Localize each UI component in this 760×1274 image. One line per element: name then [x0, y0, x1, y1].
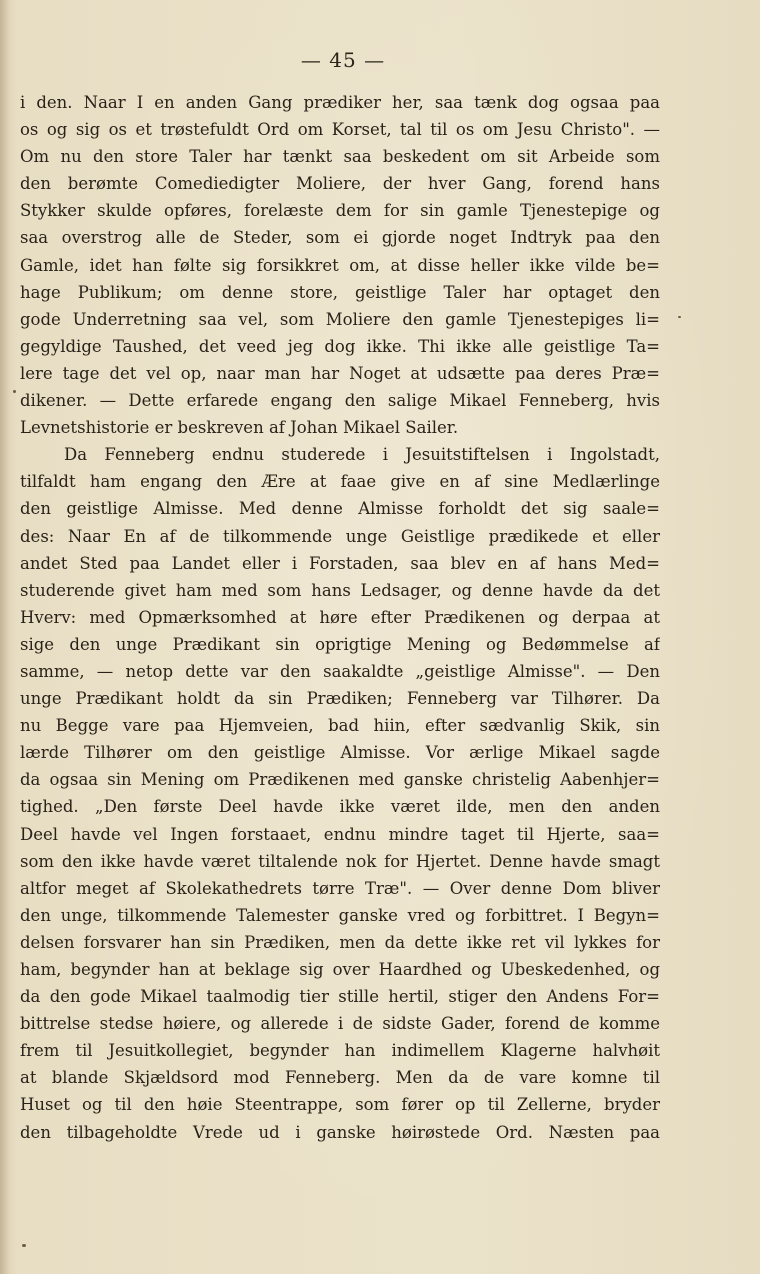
text-line: Levnetshistorie er beskreven af Johan Mikael Sailer. — [20, 418, 459, 438]
text-line: sige den unge Prædikant sin oprigtige Mening og Bedømmelse af — [20, 634, 660, 654]
text-line: Hverv: med Opmærksomhed at høre efter Prædikenen og derpaa at — [20, 607, 660, 627]
text-line: samme, — netop dette var den saakaldte „geistlige Almisse". — Den — [20, 661, 660, 681]
text-line: altfor meget af Skolekathedrets tørre Træ". — Over denne Dom bliver — [20, 878, 660, 898]
text-line: at blande Skjældsord mod Fenneberg. Men da de vare komne til — [20, 1068, 660, 1088]
text-line: den tilbageholdte Vrede ud i ganske høirøstede Ord. Næsten paa — [20, 1122, 660, 1142]
text-line: Gamle, idet han følte sig forsikkret om, at disse heller ikke vilde be= — [20, 255, 660, 275]
text-line: da den gode Mikael taalmodig tier stille hertil, stiger den Andens For= — [20, 987, 660, 1007]
text-line: da ogsaa sin Mening om Prædikenen med ganske christelig Aabenhjer= — [20, 770, 660, 790]
text-line: bittrelse stedse høiere, og allerede i de sidste Gader, forend de komme — [20, 1014, 660, 1034]
paper-speck — [678, 316, 681, 318]
text-line: Huset og til den høie Steentrappe, som fører op til Zellerne, bryder — [20, 1095, 660, 1115]
text-line: frem til Jesuitkollegiet, begynder han indimellem Klagerne halvhøit — [20, 1041, 660, 1061]
paper-speck — [22, 1244, 26, 1247]
text-line: dikener. — Dette erfarede engang den salige Mikael Fenneberg, hvis — [20, 391, 660, 411]
text-line: gegyldige Taushed, det veed jeg dog ikke. Thi ikke alle geistlige Ta= — [20, 336, 660, 356]
text-line: ham, begynder han at beklage sig over Haardhed og Ubeskedenhed, og — [20, 960, 660, 979]
text-line: lere tage det vel op, naar man har Noget at udsætte paa deres Præ= — [20, 363, 660, 383]
text-line: hage Publikum; om denne store, geistlige Taler har optaget den — [20, 282, 660, 302]
gutter-shadow — [0, 0, 10, 1274]
body-text — [20, 89, 660, 1146]
text-line: den unge, tilkommende Talemester ganske vred og forbittret. I Begyn= — [20, 905, 660, 925]
text-line: Om nu den store Taler har tænkt saa beskedent om sit Arbeide som — [20, 147, 660, 167]
text-line: studerende givet ham med som hans Ledsager, og denne havde da det — [20, 580, 660, 600]
text-line: gode Underretning saa vel, som Moliere den gamle Tjenestepiges li= — [20, 309, 660, 329]
text-line: des: Naar En af de tilkommende unge Geistlige prædikede et eller — [20, 526, 660, 546]
text-line: den geistlige Almisse. Med denne Almisse forholdt det sig saale= — [20, 499, 660, 519]
page-number: — 45 — — [300, 48, 386, 72]
text-line: som den ikke havde været tiltalende nok for Hjertet. Denne havde smagt — [20, 851, 660, 871]
text-line: i den. Naar I en anden Gang prædiker her, saa tænk dog ogsaa paa — [20, 93, 660, 112]
text-line: Deel havde vel Ingen forstaaet, endnu mindre taget til Hjerte, saa= — [20, 824, 660, 844]
text-line: den berømte Comediedigter Moliere, der hver Gang, forend hans — [20, 174, 660, 194]
text-line: delsen forsvarer han sin Prædiken, men da dette ikke ret vil lykkes for — [20, 932, 660, 952]
text-line: andet Sted paa Landet eller i Forstaden, saa blev en af hans Med= — [20, 553, 660, 573]
text-line: lærde Tilhører om den geistlige Almisse. Vor ærlige Mikael sagde — [20, 743, 660, 763]
text-line: os og sig os et trøstefuldt Ord om Korset, tal til os om Jesu Christo". — — [20, 120, 660, 140]
paper-speck — [13, 390, 16, 393]
text-line: saa overstrog alle de Steder, som ei gjorde noget Indtryk paa den — [20, 228, 660, 248]
text-line: tighed. „Den første Deel havde ikke været ilde, men den anden — [20, 797, 660, 817]
text-line: Da Fenneberg endnu studerede i Jesuitstiftelsen i Ingolstadt, — [64, 445, 660, 465]
text-line: unge Prædikant holdt da sin Prædiken; Fenneberg var Tilhører. Da — [20, 689, 660, 709]
text-line: tilfaldt ham engang den Ære at faae give en af sine Medlærlinge — [20, 472, 660, 492]
text-line: Stykker skulde opføres, forelæste dem for sin gamle Tjenestepige og — [20, 201, 660, 221]
text-line: nu Begge vare paa Hjemveien, bad hiin, efter sædvanlig Skik, sin — [20, 716, 660, 736]
